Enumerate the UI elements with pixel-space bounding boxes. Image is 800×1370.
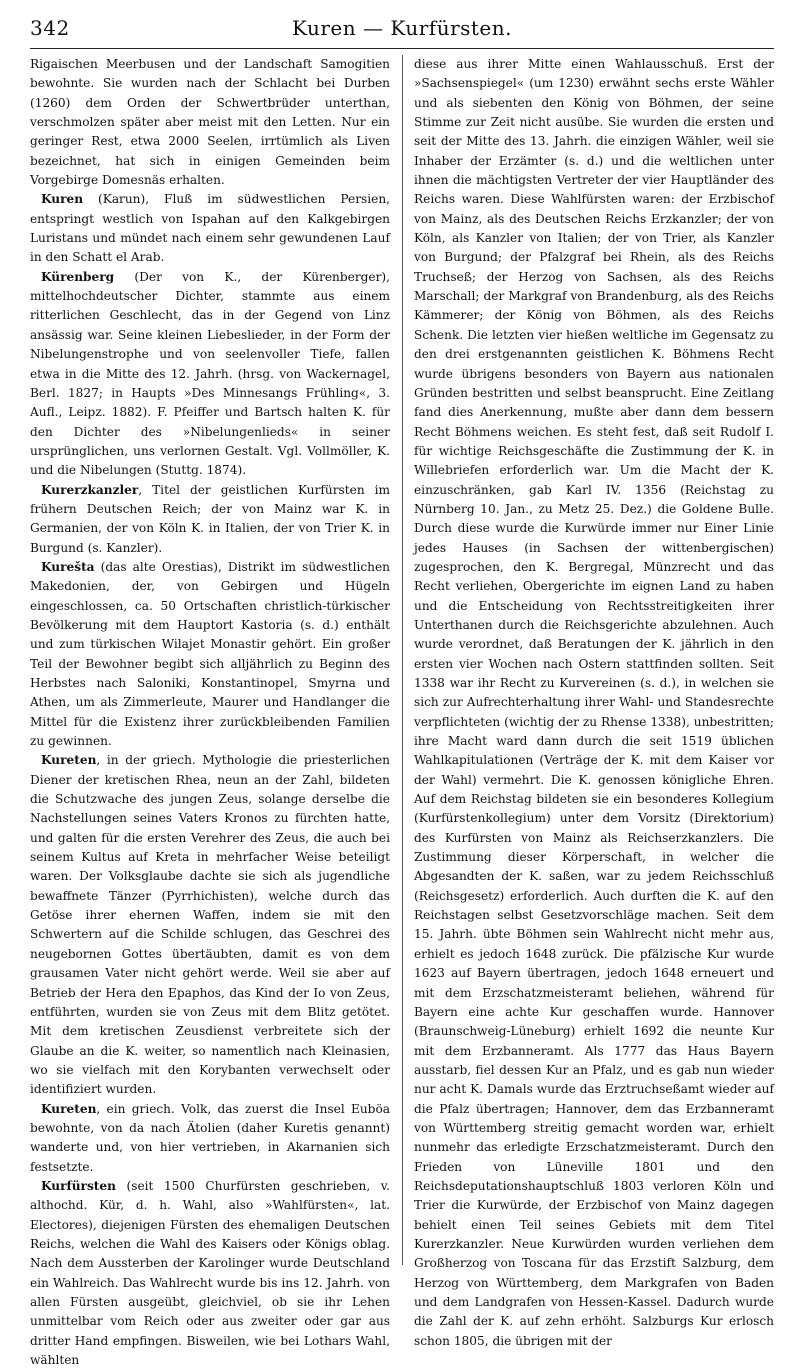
column-divider <box>402 55 403 1265</box>
entry-lemma: Kürenberg <box>41 269 115 284</box>
entry-kurfuersten <box>30 1177 390 1370</box>
entry-lemma: Kuren <box>41 192 84 207</box>
entry-lemma: Kureten <box>41 1101 97 1116</box>
entry-lemma: Kurerzkanzler <box>41 482 139 497</box>
entry-lemma: Kureten <box>41 753 97 768</box>
entry-text: , ein griech. Volk, das zuerst die Insel Euböa bewohnte, von da nach Ätolien (daher Kuretis genannt) wanderte und, von hier vertrieben, in Akarnanien sich festsetzte. <box>30 1101 390 1174</box>
entry-text: (Der von K., der Kürenberger), mittelhochdeutscher Dichter, stammte aus einem ritterlichen Geschlecht, das in der Gegend von Linz ansässig war. Seine kleinen Liebeslieder, in der Form der Nibelungenstrophe und von seelenvoller Tiefe, fallen etwa in die Mitte des 12. Jahrh. (hrsg. von Wackernagel, Berl. 1827; in Haupts »Des Minnesangs Frühling«, 3. Aufl., Leipz. 1882). F. Pfeiffer und Bartsch halten K. für den Dichter des »Nibelungenlieds« in seiner ursprünglichen, uns verlornen Gestalt. Vgl. Vollmöller, K. und die Nibelungen (Stuttg. 1874). <box>30 269 390 478</box>
entry-kurerzkanzler <box>30 481 390 558</box>
page-number: 342 <box>30 16 70 40</box>
running-title: Kuren — Kurfürsten. <box>291 16 513 40</box>
entry-kureten-people <box>30 1100 390 1177</box>
entry-text: (seit 1500 Churfürsten geschrieben, v. althochd. Kür, d. h. Wahl, also »Wahlfürsten«, lat. Electores), diejenigen Fürsten des ehemaligen Deutschen Reichs, welchen die Wahl des Kaisers oder Königs oblag. Nach dem Aussterben der Karolinger wurde Deutschland ein Wahlreich. Das Wahlrecht wurde bis ins 12. Jahrh. von allen Fürsten ausgeübt, gleichviel, ob sie ihr Lehen unmittelbar vom Reich oder aus zweiter oder gar aus dritter Hand empfingen. Bisweilen, wie bei Lothars Wahl, wählten <box>30 1178 390 1368</box>
entry-text: diese aus ihrer Mitte einen Wahlausschuß. Erst der »Sachsenspiegel« (um 1230) erwähnt sechs erste Wähler und als siebenten den König von Böhmen, der seine Stimme zur Zeit nicht ausübe. Sie wurden die ersten und seit der Mitte des 13. Jahrh. die einzigen Wähler, weil sie Inhaber der Erzämter (s. d.) und die weltlichen unter ihnen die mächtigsten Vertreter der vier Hauptländer des Reichs waren. Diese Wahlfürsten waren: der Erzbischof von Mainz, als des Deutschen Reichs Erzkanzler; der von Köln, als Kanzler von Italien; der von Trier, als Kanzler von Burgund; der Pfalzgraf bei Rhein, als des Reichs Truchseß; der Herzog von Sachsen, als des Reichs Marschall; der Markgraf von Brandenburg, als des Reichs Kämmerer; der König von Böhmen, als des Reichs Schenk. Die letzten vier hießen weltliche im Gegensatz zu den drei erstgenannten geistlichen K. Böhmens Recht wurde übrigens besonders von Bayern aus nationalen Gründen bestritten und selbst beansprucht. Eine Zeitlang fand dies Anerkennung, mußte aber dann dem bessern Recht Böhmens weichen. Es steht fest, daß seit Rudolf I. für wichtige Reichsgeschäfte die Zustimmung der K. in Willebriefen erforderlich war. Um die Macht der K. einzuschränken, gab Karl IV. 1356 (Reichstag zu Nürnberg 10. Jan., zu Metz 25. Dez.) die Goldene Bulle. Durch diese wurde die Kurwürde immer nur Einer Linie jedes Hauses (in Sachsen der wittenbergischen) zugesprochen, den K. Bergregal, Münzrecht und das Recht verliehen, Obergerichte im eignen Land zu haben und die Entscheidung von Rechtsstreitigkeiten ihrer Unterthanen durch die Reichsgerichte abzulehnen. Auch wurde verordnet, daß Beratungen der K. jährlich in den ersten vier Wochen nach Ostern stattfinden sollten. Seit 1338 war ihr Recht zu Kurvereinen (s. d.), in welchen sie sich zur Aufrechterhaltung ihrer Wahl- und Standesrechte verpflichteten (wichtig der zu Rhense 1338), unbestritten; ihre Macht ward dann durch die seit 1519 üblichen Wahlkapitulationen (Verträge der K. mit dem Kaiser vor der Wahl) vermehrt. Die K. genossen königliche Ehren. Auf dem Reichstag bildeten sie ein besonderes Kollegium (Kurfürstenkollegium) unter dem Vorsitz (Direktorium) des Kurfürsten von Mainz als Reichserzkanzlers. Die Zustimmung dieser Körperschaft, in welcher die Abgesandten der K. saßen, war zu jedem Reichsschluß (Reichsgesetz) erforderlich. Auch durften die K. auf den Reichstagen selbst Gesetzvorschläge machen. Seit dem 15. Jahrh. übte Böhmen sein Wahlrecht nicht mehr aus, erhielt es jedoch 1648 zurück. Die pfälzische Kur wurde 1623 auf Bayern übertragen, jedoch 1648 erneuert und mit dem Erzschatzmeisteramt beliehen, während für Bayern eine achte Kur geschaffen wurde. Hannover (Braunschweig-Lüneburg) erhielt 1692 die neunte Kur mit dem Erzbanneramt. Als 1777 das Haus Bayern ausstarb, fiel dessen Kur an Pfalz, und es gab nun wieder nur acht K. Damals wurde das Erztruchseßamt wieder auf die Pfalz übertragen; Hannover, dem das Erzbanneramt von Württemberg streitig gemacht worden war, erhielt nunmehr das erledigte Erzschatzmeisteramt. Durch den Frieden von Lüneville 1801 und den Reichsdeputationshauptschluß 1803 verloren Köln und Trier die Kurwürde, der Erzbischof von Mainz dagegen behielt einen Teil seines Gebiets mit dem Titel Kurerzkanzler. Neue Kurwürden wurden verliehen dem Großherzog von Toscana für das Erzstift Salzburg, dem Herzog von Württemberg, dem Markgrafen von Baden und dem Landgrafen von Hessen-Kassel. Dadurch wurde die Zahl der K. auf zehn erhöht. Salzburgs Kur erlosch schon 1805, die übrigen mit der <box>414 57 774 1348</box>
entry-text: (das alte Orestias), Distrikt im südwestlichen Makedonien, der, von Gebirgen und Hügeln eingeschlossen, ca. 50 Ortschaften christlich-türkischer Bevölkerung mit dem Hauptort Kastoria (s. d.) enthält und zum türkischen Wilajet Monastir gehört. Ein großer Teil der Bewohner begibt sich alljährlich zu Beginn des Herbstes nach Saloniki, Konstantinopel, Smyrna und Athen, um als Zimmerleute, Maurer und Handlanger die Mittel für die Existenz ihrer zurückbleibenden Familien zu gewinnen. <box>30 559 390 749</box>
entry-kureten-mythology <box>30 751 390 1099</box>
left-column <box>30 55 390 1368</box>
entry-kuresta <box>30 558 390 751</box>
entry-text: Rigaischen Meerbusen und der Landschaft Samogitien bewohnte. Sie wurden nach der Schlacht bei Durben (1260) dem Orden der Schwertbrüder unterthan, verschmolzen später aber meist mit den Letten. Nur ein geringer Rest, etwa 2000 Seelen, irrtümlich als Liven bezeichnet, hat sich in einigen Gemeinden beim Vorgebirge Domesnäs erhalten. <box>30 57 390 188</box>
entry-continuation <box>30 55 390 190</box>
text-columns <box>30 55 774 1368</box>
right-column <box>414 55 774 1348</box>
page-header <box>30 10 774 49</box>
entry-kuren <box>30 190 390 267</box>
entry-kurfuersten-continuation <box>414 55 774 1351</box>
entry-text: (Karun), Fluß im südwestlichen Persien, entspringt westlich von Ispahan auf den Kalkgebirgen Luristans und mündet nach einem sehr gewundenen Lauf in den Schatt el Arab. <box>30 192 390 265</box>
entry-lemma: Kurešta <box>41 559 95 574</box>
entry-lemma: Kurfürsten <box>41 1178 116 1193</box>
entry-text: , in der griech. Mythologie die priesterlichen Diener der kretischen Rhea, neun an der Zahl, bildeten die Schutzwache des jungen Zeus, solange derselbe die Nachstellungen seines Vaters Kronos zu fürchten hatte, und galten für die ersten Verehrer des Zeus, die auch bei seinem Kultus auf Kreta in mehrfacher Weise beteiligt waren. Der Volksglaube dachte sie sich als jugendliche bewaffnete Tänzer (Pyrrhichisten), welche durch das Getöse ihrer ehernen Waffen, indem sie mit den Schwertern auf die Schilde schlugen, das Geschrei des neugebornen Gottes übertäubten, damit es von dem grausamen Vater nicht gehört werde. Weil sie aber auf Betrieb der Hera den Epaphos, das Kind der Io von Zeus, entführten, wurden sie von Zeus mit dem Blitz getötet. Mit dem kretischen Zeusdienst verbreitete sich der Glaube an die K. weiter, so namentlich nach Kleinasien, wo sie vielfach mit den Korybanten verwechselt oder identifiziert wurden. <box>30 753 390 1097</box>
entry-text: , Titel der geistlichen Kurfürsten im frühern Deutschen Reich; der von Mainz war K. in Germanien, der von Köln K. in Italien, der von Trier K. in Burgund (s. Kanzler). <box>30 482 390 555</box>
entry-kuerenberg <box>30 268 390 481</box>
